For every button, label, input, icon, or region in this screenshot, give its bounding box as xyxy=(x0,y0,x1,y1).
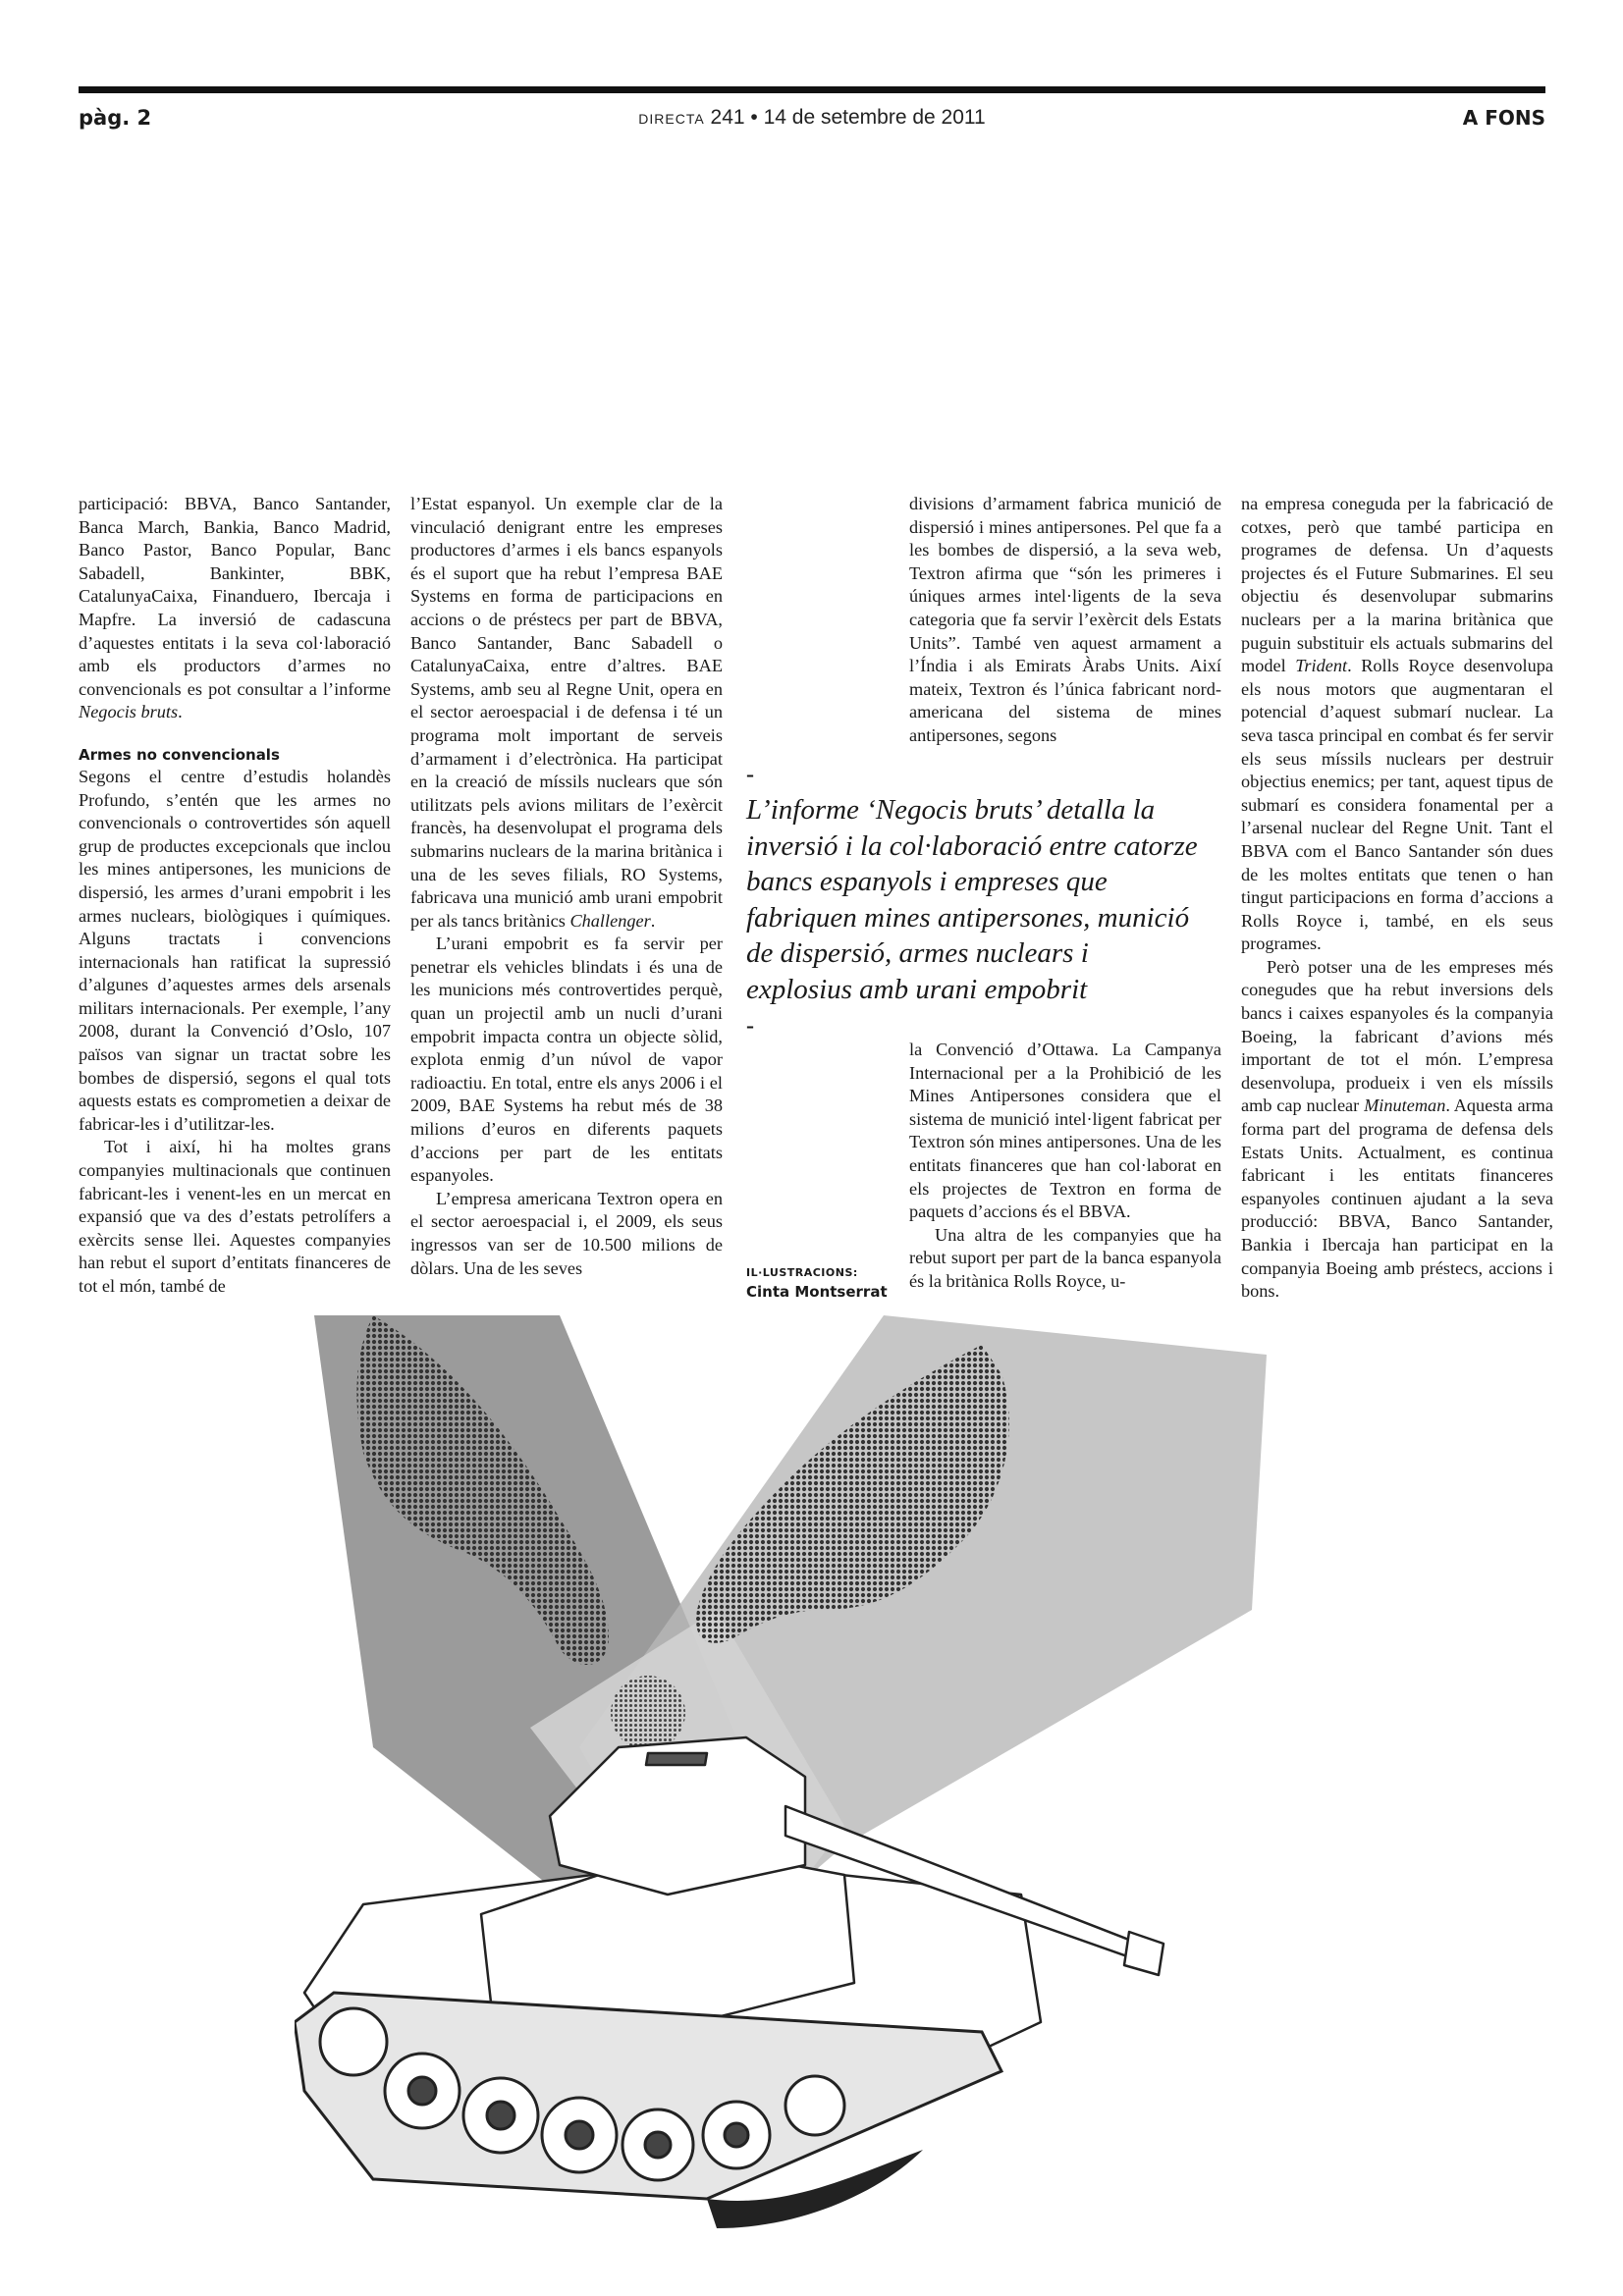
issue-line xyxy=(79,106,1545,130)
paragraph: Segons el centre d’estudis holandès Profundo, s’entén que les armes no convencionals o controvertides són aquell grup de productes excepcionals que inclou les mines antipersones, les municions de dispersió, les armes d’urani empobrit i les armes nuclears, biològiques i químiques. Alguns tractats i convencions internacionals han ratificat la supressió d’algunes d’aquestes armes dels arsenals militars internacionals. Per exemple, l’any 2008, durant la Convenció d’Oslo, 107 països van signar un tractat sobre les bombes de dispersió, segons el qual tots aquests estats es comprometien a deixar de fabricar-les i d’utilitzar-les. xyxy=(79,766,391,1134)
article-column-1 xyxy=(79,493,391,1299)
subheading: Armes no convencionals xyxy=(79,745,280,764)
paragraph: Una altra de les companyies que ha rebut suport per part de la banca espanyola és la britànica Rolls Royce, u- xyxy=(909,1224,1221,1291)
coin-shape xyxy=(611,1676,685,1750)
quote-text: L’informe ‘Negocis bruts’ detalla la inversió i la col·laboració entre catorze bancs espanyols i empreses que fabriquen mines antipersones, munició de dispersió, armes nuclears i explosius amb urani empobrit xyxy=(746,794,1198,1005)
tank-coins-illustration xyxy=(295,1315,1325,2238)
article-column-3-continued xyxy=(909,1039,1221,1294)
credit-name: Cinta Montserrat xyxy=(746,1283,888,1301)
article-column-2 xyxy=(410,493,723,1280)
publication-name: DIRECTA xyxy=(638,111,705,127)
paragraph: Tot i així, hi ha moltes grans companyies multinacionals que continuen fabricant-les i venent-les en un mercat en expansió que va des d’estats petrolífers a exèrcits sense llei. Aquestes companyies han rebut el suport d’entitats financeres de tot el món, també de xyxy=(79,1137,391,1296)
paragraph: la Convenció d’Ottawa. La Campanya Internacional per a la Prohibició de les Mines Antipersones considera que el sistema de munició intel·ligent fabricat per Textron són mines antipersones. Una de les entitats financeres que han col·laborat en els projectes de Textron en forma de paquets d’accions és el BBVA. xyxy=(909,1040,1221,1222)
paragraph: Però potser una de les empreses més conegudes que ha rebut inversions dels bancs i caixes espanyoles és la companyia Boeing, la fabricant d’avions més important de tot el món. L’empresa desenvolupa, produeix i ven els míssils amb cap nuclear Minuteman. Aquesta arma forma part del programa de defensa dels Estats Units. Actualment, es continua fabricant i les entitats financeres espanyoles continuen ajudant a la seva producció: BBVA, Banco Santander, Bankia i Ibercaja han participat en la companyia Boeing amb préstecs, accions i bons. xyxy=(1241,956,1553,1302)
paragraph: l’Estat espanyol. Un exemple clar de la vinculació denigrant entre les empreses productores d’armes i els bancs espanyols és el suport que ha rebut l’empresa BAE Systems en forma de participacions en accions o de préstecs per part de BBVA, Banco Santander, Banc Sabadell o CatalunyaCaixa, entre d’altres. BAE Systems, amb seu al Regne Unit, opera en el sector aeroespacial i de defensa i té un programa molt important de serveis d’armament i d’electrònica. Ha participat en la creació de míssils nuclears que són utilitzats pels avions militars de l’exèrcit francès, ha desenvolupat el programa dels submarins nuclears de la marina britànica i una de les seves filials, RO Systems, fabricava una munició amb urani empobrit per als tancs britànics Challenger. xyxy=(410,494,723,931)
top-rule xyxy=(79,86,1545,93)
credit-label: IL·LUSTRACIONS: xyxy=(746,1266,858,1279)
illustration-credit xyxy=(746,1266,893,1301)
article-column-4 xyxy=(1241,493,1553,1304)
paragraph: divisions d’armament fabrica munició de dispersió i mines antipersones. Pel que fa a les bombes de dispersió, a la seva web, Textron afirma que “són les primeres i úniques armes intel·ligents de la seva categoria que fa servir l’exèrcit dels Estats Units”. També ven aquest armament a l’Índia i als Emirats Àrabs Units. Així mateix, Textron és l’única fabricant nord-americana del sistema de mines antipersones, segons xyxy=(909,494,1221,745)
paragraph: L’empresa americana Textron opera en el sector aeroespacial i, el 2009, els seus ingressos van ser de 10.500 milions de dòlars. Una de les seves xyxy=(410,1188,723,1278)
section-title: A FONS xyxy=(1462,106,1545,130)
paragraph: L’urani empobrit es fa servir per penetrar els vehicles blindats i és una de les municions més controvertides perquè, quan un projectil amb un nucli d’urani empobrit impacta contra un objecte sòlid, explota enmig d’un núvol de vapor radioactiu. En total, entre els anys 2006 i el 2009, BAE Systems ha rebut més de 38 milions d’euros en diferents paquets d’accions per part de les entitats espanyoles. xyxy=(410,934,723,1186)
article-column-3 xyxy=(909,493,1221,748)
pull-quote xyxy=(746,766,1198,1036)
page-header xyxy=(79,102,1545,137)
page-number: pàg. 2 xyxy=(79,106,152,130)
issue-date: 241 • 14 de setembre de 2011 xyxy=(710,106,986,129)
paragraph: participació: BBVA, Banco Santander, Banca March, Bankia, Banco Madrid, Banco Pastor, Banco Popular, Banc Sabadell, Bankinter, BBK, CatalunyaCaixa, Finanduero, Ibercaja i Mapfre. La inversió de cadascuna d’aquestes entitats i la seva col·laboració amb els productors d’armes no convencionals es pot consultar a l’informe Negocis bruts. xyxy=(79,494,391,722)
quote-dash-bottom: – xyxy=(746,1017,754,1036)
paragraph: na empresa coneguda per la fabricació de cotxes, però que també participa en programes de defensa. Un d’aquests projectes és el Future Submarines. El seu objectiu és desenvolupar submarins nuclears per a la marina britànica que puguin substituir els actuals submarins del model Trident. Rolls Royce desenvolupa els nous motors que augmentaran el potencial d’aquest submarí nuclear. La seva tasca principal en combat és fer servir els seus míssils nuclears per destruir objectius enemics; per tant, aquest tipus de submarí es considera fonamental per a l’arsenal nuclear del Regne Unit. Tant el BBVA com el Banco Santander són dues de les moltes entitats que tenen o han tingut participacions en forma d’accions a Rolls Royce i, també, en els seus programes. xyxy=(1241,494,1553,954)
quote-dash-top: – xyxy=(746,766,754,784)
coin-slot xyxy=(646,1753,707,1765)
tank-muzzle xyxy=(1124,1932,1163,1975)
